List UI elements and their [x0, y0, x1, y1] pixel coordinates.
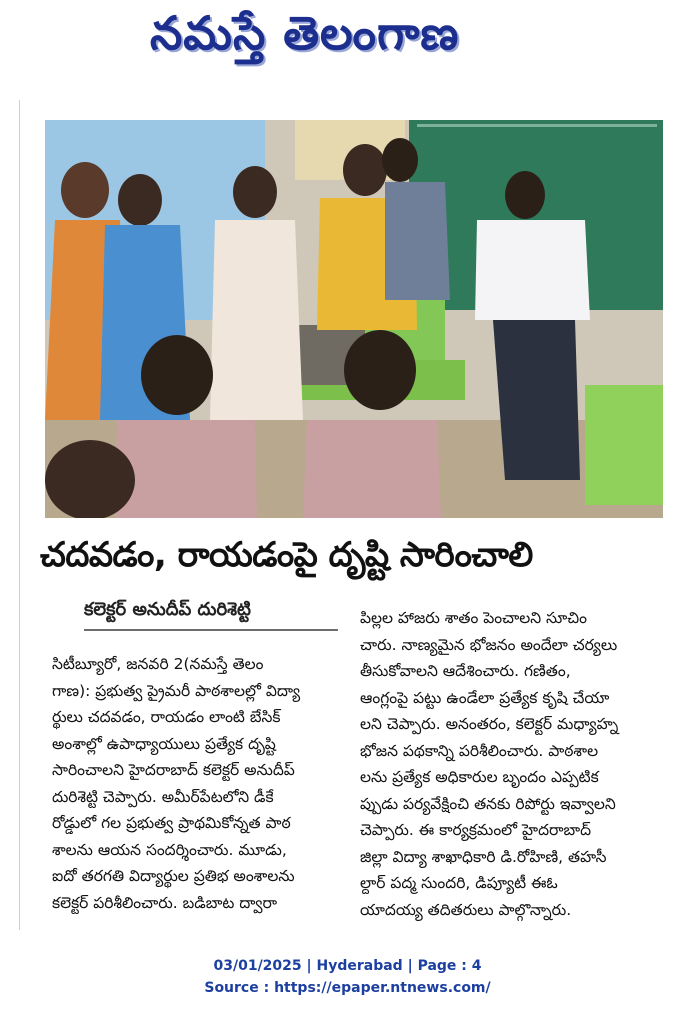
text-line: రోడ్డులో గల ప్రభుత్వ ప్రాథమికోన్నత పాఠ	[52, 814, 291, 832]
text-line: సిటీబ్యూరో, జనవరి 2(నమస్తే తెలం	[52, 655, 264, 673]
text-line: చెప్పారు. ఈ కార్యక్రమంలో హైదరాబాద్	[360, 821, 592, 839]
column-rule	[19, 100, 20, 930]
article-byline: కలెక్టర్ అనుదీప్ దురిశెట్టి	[84, 599, 251, 620]
text-line: ప్పుడు పర్యవేక్షించి తనకు రిపోర్టు ఇవ్వాలని	[360, 794, 616, 813]
text-line: కలెక్టర్ పరిశీలించారు. బడిబాట ద్వారా	[52, 893, 277, 912]
text-line: తీసుకోవాలని ఆదేశించారు. గణితం,	[360, 662, 571, 680]
text-line: భోజన పథకాన్ని పరిశీలించారు. పాఠశాల	[360, 741, 599, 760]
text-line: జిల్లా విద్యా శాఖాధికారి డి.రోహిణి, తహసీ	[360, 847, 607, 866]
article-column-left	[52, 651, 348, 916]
article-column-right	[360, 605, 670, 923]
text-line: శాలను ఆయన సందర్శించారు. మూడు,	[52, 840, 287, 859]
masthead	[0, 0, 695, 85]
text-line: పిల్లల హాజరు శాతం పెంచాలని సూచిం	[360, 609, 588, 627]
text-line: లను ప్రత్యేక అధికారుల బృందం ఎప్పటిక	[360, 768, 599, 786]
text-line: ఆంగ్లంపై పట్టు ఉండేలా ప్రత్యేక కృషి చేయా	[360, 688, 610, 707]
article-headline: చదవడం, రాయడంపై దృష్టి సారించాలి	[40, 535, 533, 575]
footer-source: Source : https://epaper.ntnews.com/	[204, 980, 491, 996]
text-line: చారు. నాణ్యమైన భోజనం అందేలా చర్యలు	[360, 635, 618, 654]
byline-underline	[84, 599, 338, 631]
footer-date-edition: 03/01/2025 | Hyderabad | Page : 4	[213, 958, 482, 974]
text-line: గాణ): ప్రభుత్వ ప్రైమరీ పాఠశాలల్లో విద్యా	[52, 681, 301, 700]
text-line: ల్దార్ పద్మ సుందరి, డిప్యూటీ ఈఓ	[360, 874, 558, 892]
text-line: సారించాలని హైదరాబాద్ కలెక్టర్ అనుదీప్	[52, 761, 295, 779]
text-line: ఐదో తరగతి విద్యార్థుల ప్రతిభ అంశాలను	[52, 867, 295, 885]
text-line: లని చెప్పారు. అనంతరం, కలెక్టర్ మధ్యాహ్న	[360, 715, 619, 733]
text-line: ర్థులు చదవడం, రాయడం లాంటి బేసిక్	[52, 708, 281, 726]
masthead-title: నమస్తే తెలంగాణ	[150, 6, 460, 60]
text-line: యాదయ్య తదితరులు పాల్గొన్నారు.	[360, 900, 572, 919]
footer	[0, 955, 695, 999]
news-photo	[45, 120, 663, 518]
text-line: దురిశెట్టి చెప్పారు. అమీర్‌పేటలోని డీకే	[52, 787, 274, 806]
text-line: అంశాల్లో ఉపాధ్యాయులు ప్రత్యేక దృష్టి	[52, 734, 276, 753]
